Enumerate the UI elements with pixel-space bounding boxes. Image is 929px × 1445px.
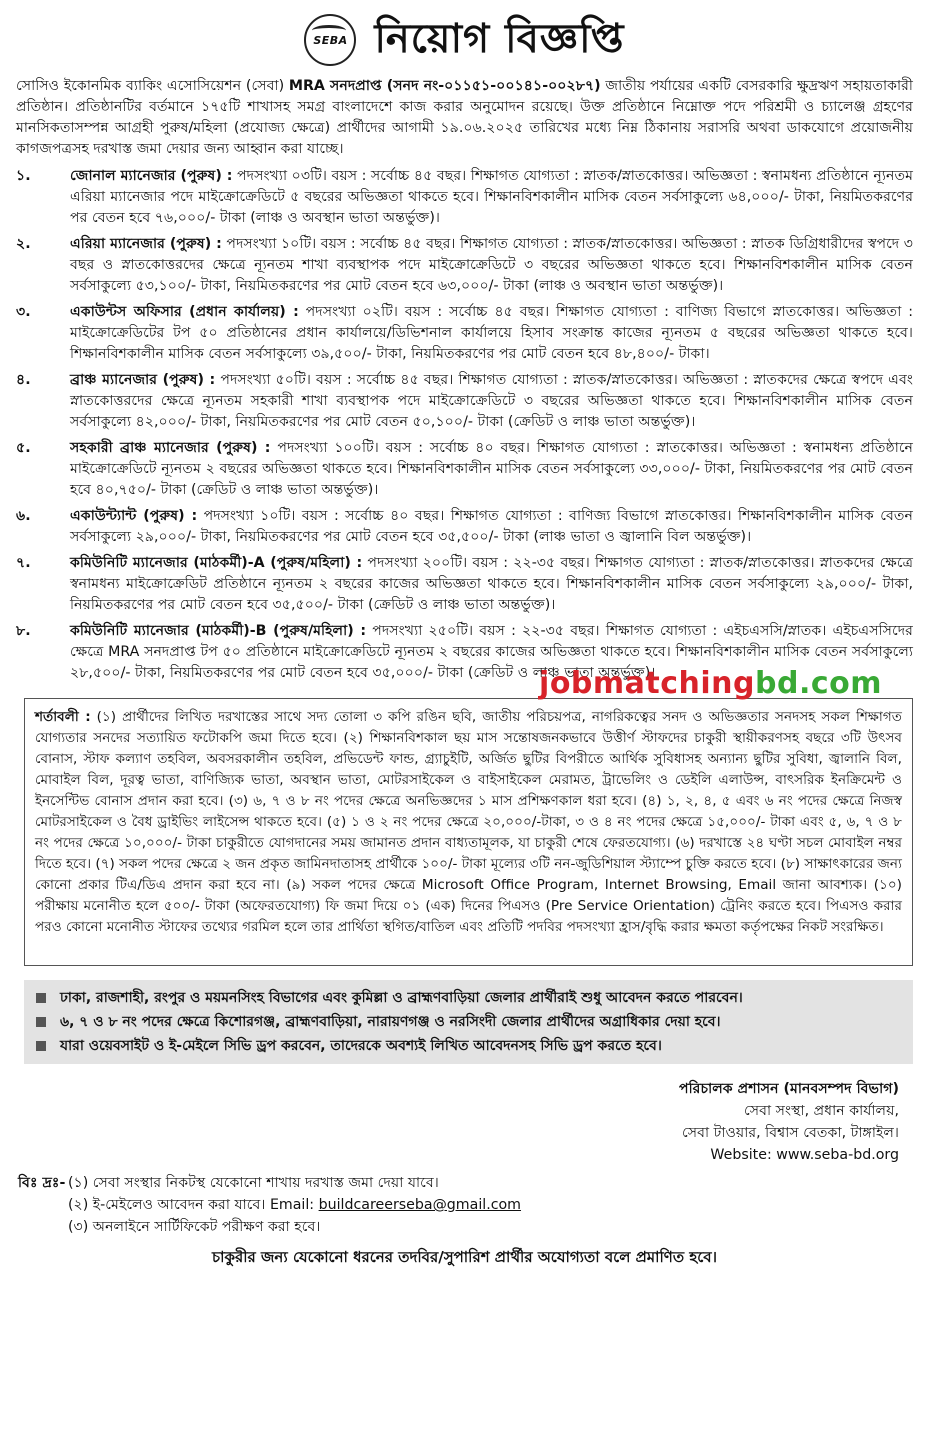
region-text: ৬, ৭ ও ৮ নং পদের ক্ষেত্রে কিশোরগঞ্জ, ব্রাহ্মণবাড়িয়া, নারায়ণগঞ্জ ও নরসিংদী জেলার প্রার্থীদের অগ্রাধিকার দেয়া হবে।: [60, 1014, 721, 1030]
post-text: পদসংখ্যা ২০০টি। বয়স : ২২-৩৫ বছর। শিক্ষাগত যোগ্যতা : স্নাতক/স্নাতকোত্তর। স্নাতকদের ক্ষেত্রে স্বনামধন্য মাইক্রোক্রেডিট প্রতিষ্ঠানে ন্যূনতম ২ বছরের কাজের অভিজ্ঞতা থাকতে হবে। শিক্ষানবিশকালীন মাসিক বেতন সর্বসাকুল্যে ২৯,০০০/- টাকা, নিয়মিতকরণের পর মোট বেতন হবে ৩৫,৫০০/- টাকা (ক্রেডিট ও লাঞ্চ ভাতা অন্তর্ভুক্ত)।: [70, 555, 913, 613]
note-email-text: (২) ই-মেইলেও আবেদন করা যাবে। Email:: [68, 1197, 319, 1213]
terms-box: [24, 666, 913, 966]
post-item: [16, 506, 913, 548]
post-item: [16, 553, 913, 616]
post-text: পদসংখ্যা ০৩টি। বয়স : সর্বোচ্চ ৪৫ বছর। শিক্ষাগত যোগ্যতা : স্নাতক/স্নাতকোত্তর। অভিজ্ঞতা : স্বনামধন্য প্রতিষ্ঠানে ন্যূনতম এরিয়া ম্যানেজার পদে মাইক্রোক্রেডিটে ৫ বছরের অভিজ্ঞতা থাকতে হবে। শিক্ষানবিশকালীন মাসিক বেতন সর্বসাকুল্যে ৬৪,০০০/- টাকা, নিয়মিতকরণের পর বেতন হবে ৭৬,০০০/- টাকা (লাঞ্চ ও অবস্থান ভাতা অন্তর্ভুক্ত)।: [70, 168, 913, 226]
signature-website[interactable]: Website: www.seba-bd.org: [710, 1147, 899, 1163]
signature-address: সেবা টাওয়ার, বিশ্বাস বেতকা, টাঙ্গাইল।: [681, 1125, 899, 1141]
seba-logo: [304, 14, 356, 66]
region-notice-box: [24, 980, 913, 1064]
post-title: ব্রাঞ্চ ম্যানেজার (পুরুষ) :: [70, 372, 216, 388]
region-text: ঢাকা, রাজশাহী, রংপুর ও ময়মনসিংহ বিভাগের এবং কুমিল্লা ও ব্রাহ্মণবাড়িয়া জেলার প্রার্থীরাই শুধু আবেদন করতে পারবেন।: [60, 990, 743, 1006]
intro-part2: জাতীয় পর্যায়ের একটি বেসরকারি ক্ষুদ্রঋণ সহায়তাকারী প্রতিষ্ঠান। প্রতিষ্ঠানটির বর্তমানে ১৭৫টি শাখাসহ সমগ্র বাংলাদেশে কাজ করার অনুমোদন রয়েছে। উক্ত প্রতিষ্ঠানে নিম্নোক্ত পদে পরিশ্রমী ও চ্যালেঞ্জ গ্রহণের মানসিকতাসম্পন্ন আগ্রহী পুরুষ/মহিলা (প্রযোজ্য ক্ষেত্রে) প্রার্থীদের আগামী ১৯.০৬.২০২৫ তারিখের মধ্যে নিম্ন ঠিকানায় সরাসরি অথবা ডাকযোগে প্রয়োজনীয় কাগজপত্রসহ দরখাস্ত জমা দেয়ার জন্য আহ্বান করা যাচ্ছে।: [16, 78, 913, 157]
post-item: [16, 370, 913, 433]
post-title: কমিউনিটি ম্যানেজার (মাঠকর্মী)-B (পুরুষ/মহিলা) :: [70, 623, 366, 639]
post-number: ৭.: [16, 555, 31, 571]
bullet-square-icon: [36, 1041, 46, 1051]
post-title: সহকারী ব্রাঞ্চ ম্যানেজার (পুরুষ) :: [70, 440, 271, 456]
intro-mra: MRA সনদপ্রাপ্ত (সনদ নং-০১১৫১-০০১৪১-০০২৮৭): [288, 78, 601, 94]
post-item: [16, 166, 913, 229]
post-item: [16, 438, 913, 501]
post-text: পদসংখ্যা ১০টি। বয়স : সর্বোচ্চ ৪০ বছর। শিক্ষাগত যোগ্যতা : বাণিজ্য বিভাগে স্নাতকোত্তর। শিক্ষানবিশকালীন মাসিক বেতন সর্বসাকুল্যে ২৯,০০০/- টাকা, নিয়মিতকরণের পর মোট বেতন হবে ৩৫,৫০০/- টাকা (লাঞ্চ ভাতা ও জ্বালানি বিল অন্তর্ভুক্ত)।: [70, 508, 913, 545]
post-number: ৩.: [16, 304, 31, 320]
post-number: ১.: [16, 168, 31, 184]
note-item: (৩) অনলাইনে সার্টিফিকেট পরীক্ষণ করা হবে।: [68, 1219, 321, 1235]
post-number: ৫.: [16, 440, 31, 456]
post-text: পদসংখ্যা ৫০টি। বয়স : সর্বোচ্চ ৪৫ বছর। শিক্ষাগত যোগ্যতা : স্নাতক/স্নাতকোত্তর। অভিজ্ঞতা : স্নাতকদের ক্ষেত্রে স্বপদে এবং স্নাতকোত্তরদের ক্ষেত্রে ন্যূনতম সহকারী শাখা ব্যবস্থাপক পদে মাইক্রোক্রেডিটে ৩ বছরের অভিজ্ঞতা থাকতে হবে। শিক্ষানবিশকালীন মাসিক বেতন সর্বসাকুল্যে ৪২,০০০/- টাকা, নিয়মিতকরণের পর মোট বেতন ৫০,১০০/- টাকা (ক্রেডিট ও লাঞ্চ ভাতা অন্তর্ভুক্ত)।: [70, 372, 913, 430]
page-title: নিয়োগ বিজ্ঞপ্তি: [374, 14, 625, 62]
region-item: [36, 1010, 901, 1034]
terms-text: (১) প্রার্থীদের লিখিত দরখাস্তের সাথে সদ্য তোলা ৩ কপি রঙিন ছবি, জাতীয় পরিচয়পত্র, নাগরিকত্বের সনদ ও অভিজ্ঞতার সনদসহ সকল শিক্ষাগত যোগ্যতার সনদের সত্যায়িত ফটোকপি জমা দিতে হবে। (২) শিক্ষানবিশকাল ছয় মাস সন্তোষজনকভাবে উত্তীর্ণ স্টাফদের চাকুরী স্থায়ীকরণসহ বছরে ৩টি উৎসব বোনাস, স্টাফ কল্যাণ তহবিল, অবসরকালীন তহবিল, প্রভিডেন্ট ফান্ড, গ্র্যাচুইটি, অর্জিত ছুটির বিপরীতে আর্থিক সুবিধাসহ অন্যান্য ছুটির সুবিধা, জ্বালানি বিল, মোবাইল বিল, দূরত্ব ভাতা, বাণিজ্যিক ভাতা, অবস্থান ভাতা, মোটরসাইকেল ও বাইসাইকেল মেরামত, ট্রাভেলিং ও ডেইলি এলাউন্স, বাৎসরিক ইনক্রিমেন্ট ও ইনসেন্টিভ বোনাস প্রদান করা হবে। (৩) ৬, ৭ ও ৮ নং পদের ক্ষেত্রে অনভিজ্ঞদের ১ মাস প্রশিক্ষণকাল ধরা হবে। (৪) ১, ২, ৪, ৫ এবং ৬ নং পদের ক্ষেত্রে নিজস্ব মোটরসাইকেল ও বৈধ ড্রাইভিং লাইসেন্স থাকতে হবে। (৫) ১ ও ২ নং পদের ক্ষেত্রে ২০,০০০/-টাকা, ৩ ও ৪ নং পদের ক্ষেত্রে ১৫,০০০/- টাকা এবং ৫, ৬, ৭ ও ৮ নং পদের ক্ষেত্রে ১০,০০০/- টাকা চাকুরীতে যোগদানের সময় জামানত প্রদান বাধ্যতামূলক, যা চাকুরী শেষে ফেরতযোগ্য। (৬) দরখাস্তে ২৪ ঘণ্টা সচল মোবাইল নম্বর দিতে হবে। (৭) সকল পদের ক্ষেত্রে ২ জন প্রকৃত জামিনদাতাসহ প্রার্থীকে ১০০/- টাকা মূল্যের ৩টি নন-জুডিশিয়াল স্ট্যাম্পে চুক্তি করতে হবে। (৮) সাক্ষাৎকারের জন্য কোনো প্রকার টিএ/ডিএ প্রদান করা হবে না। (৯) সকল পদের ক্ষেত্রে Microsoft Office Program, Internet Browsing, Email জানা আবশ্যক। (১০) পরীক্ষায় মনোনীত হলে ৫০০/- টাকা (অফেরতযোগ্য) ফি জমা দিয়ে ০১ (এক) দিনের পিএসও (Pre Service Orientation) ট্রেনিং করতে হবে। পিএসও করার পরও কোনো মনোনীত স্টাফের তথ্যের গরমিল হলে তার প্রার্থিতা স্থগিত/বাতিল এবং প্রতিটি পদবির পদসংখ্যা হ্রাস/বৃদ্ধি করার ক্ষমতা কর্তৃপক্ষের নিকট সংরক্ষিত।: [35, 709, 902, 935]
watermark-part1: jobmatching: [539, 666, 755, 701]
post-title: কমিউনিটি ম্যানেজার (মাঠকর্মী)-A (পুরুষ/মহিলা) :: [70, 555, 363, 571]
watermark: [539, 666, 882, 701]
footer-warning: চাকুরীর জন্য যেকোনো ধরনের তদবির/সুপারিশ প্রার্থীর অযোগ্যতা বলে প্রমাণিত হবে।: [212, 1248, 717, 1266]
post-text: পদসংখ্যা ২৫০টি। বয়স : ২২-৩৫ বছর। শিক্ষাগত যোগ্যতা : এইচএসসি/স্নাতক। এইচএসসিদের ক্ষেত্রে MRA সনদপ্রাপ্ত টপ ৫০ প্রতিষ্ঠানে মাইক্রোক্রেডিটে ন্যূনতম ২ বছরের কাজের অভিজ্ঞতা থাকতে হবে। শিক্ষানবিশকালীন মাসিক বেতন সর্বসাকুল্যে ২৮,৫০০/- টাকা, নিয়মিতকরণের পর মোট বেতন হবে ৩৫,০০০/- টাকা (ক্রেডিট ও লাঞ্চ ভাতা অন্তর্ভুক্ত)।: [70, 623, 913, 681]
post-item: [16, 302, 913, 365]
post-text: পদসংখ্যা ১০টি। বয়স : সর্বোচ্চ ৪৫ বছর। শিক্ষাগত যোগ্যতা : স্নাতক/স্নাতকোত্তর। অভিজ্ঞতা : স্নাতক ডিগ্রিধারীদের স্বপদে ৩ বছর ও স্নাতকোত্তরদের ক্ষেত্রে ন্যূনতম শাখা ব্যবস্থাপক পদে মাইক্রোক্রেডিটে ৩ বছরের অভিজ্ঞতা থাকতে হবে। শিক্ষানবিশকালীন মাসিক বেতন সর্বসাকুল্যে ৫৩,১০০/- টাকা, নিয়মিতকরণের পর মোট বেতন হবে ৬৩,০০০/- টাকা (লাঞ্চ ও অবস্থান ভাতা অন্তর্ভুক্ত)।: [70, 236, 914, 294]
posts-list: [16, 166, 913, 684]
post-number: ৬.: [16, 508, 31, 524]
header: [16, 8, 913, 72]
signature-org: সেবা সংস্থা, প্রধান কার্যালয়,: [743, 1103, 899, 1119]
intro-paragraph: [16, 76, 913, 160]
note-item: (১) সেবা সংস্থার নিকটস্থ যেকোনো শাখায় দরখাস্ত জমা দেয়া যাবে।: [68, 1175, 439, 1191]
signature-title: পরিচালক প্রশাসন (মানবসম্পদ বিভাগ): [678, 1081, 899, 1097]
post-title: জোনাল ম্যানেজার (পুরুষ) :: [70, 168, 233, 184]
signature-block: [16, 1078, 913, 1166]
region-text: যারা ওয়েবসাইট ও ই-মেইলে সিভি ড্রপ করবেন, তাদেরকে অবশ্যই লিখিত আবেদনসহ সিভি ড্রপ করতে হবে।: [60, 1038, 662, 1054]
post-text: পদসংখ্যা ১০০টি। বয়স : সর্বোচ্চ ৪০ বছর। শিক্ষাগত যোগ্যতা : স্নাতকোত্তর। অভিজ্ঞতা : স্বনামধন্য প্রতিষ্ঠানে মাইক্রোক্রেডিটে ন্যূনতম ২ বছরের অভিজ্ঞতা থাকতে হবে। শিক্ষানবিশকালীন মাসিক বেতন সর্বসাকুল্যে ৩৩,০০০/- টাকা, নিয়মিতকরণের পর মোট বেতন হবে ৪০,৭৫০/- টাকা (ক্রেডিট ও লাঞ্চ ভাতা অন্তর্ভুক্ত)।: [70, 440, 913, 498]
post-title: একাউন্টস অফিসার (প্রধান কার্যালয়) :: [70, 304, 299, 320]
terms-label: শর্তাবলী :: [35, 709, 91, 725]
intro-part1: সোসিও ইকোনমিক ব্যাকিং এসোসিয়েশন (সেবা): [16, 78, 289, 94]
post-number: ২.: [16, 236, 31, 252]
post-title: একাউন্ট্যান্ট (পুরুষ) :: [70, 508, 198, 524]
region-item: [36, 986, 901, 1010]
post-item: [16, 234, 913, 297]
post-title: এরিয়া ম্যানেজার (পুরুষ) :: [70, 236, 222, 252]
notes-label: বিঃ দ্রঃ-: [18, 1175, 66, 1191]
post-number: ৮.: [16, 623, 31, 639]
post-text: পদসংখ্যা ০২টি। বয়স : সর্বোচ্চ ৪৫ বছর। শিক্ষাগত যোগ্যতা : বাণিজ্য বিভাগে স্নাতকোত্তর। অভিজ্ঞতা : মাইক্রোক্রেডিটের টপ ৫০ প্রতিষ্ঠানের প্রধান কার্যালয়ে/ডিভিশনাল কার্যালয়ে হিসাব সংক্রান্ত কাজের ন্যূনতম ৫ বছরের অভিজ্ঞতা থাকতে হবে। শিক্ষানবিশকালীন মাসিক বেতন সর্বসাকুল্যে ৩৯,৫০০/- টাকা, নিয়মিতকরণের পর মোট বেতন হবে ৪৮,৪০০/- টাকা।: [70, 304, 913, 362]
bullet-square-icon: [36, 993, 46, 1003]
region-item: [36, 1034, 901, 1058]
post-number: ৪.: [16, 372, 31, 388]
bullet-square-icon: [36, 1017, 46, 1027]
note-item: [68, 1194, 521, 1216]
notes-block: [16, 1172, 913, 1238]
logo-text: SEBA: [313, 33, 348, 47]
watermark-part2: bd.com: [755, 666, 882, 701]
email-link[interactable]: buildcareerseba@gmail.com: [318, 1197, 522, 1213]
